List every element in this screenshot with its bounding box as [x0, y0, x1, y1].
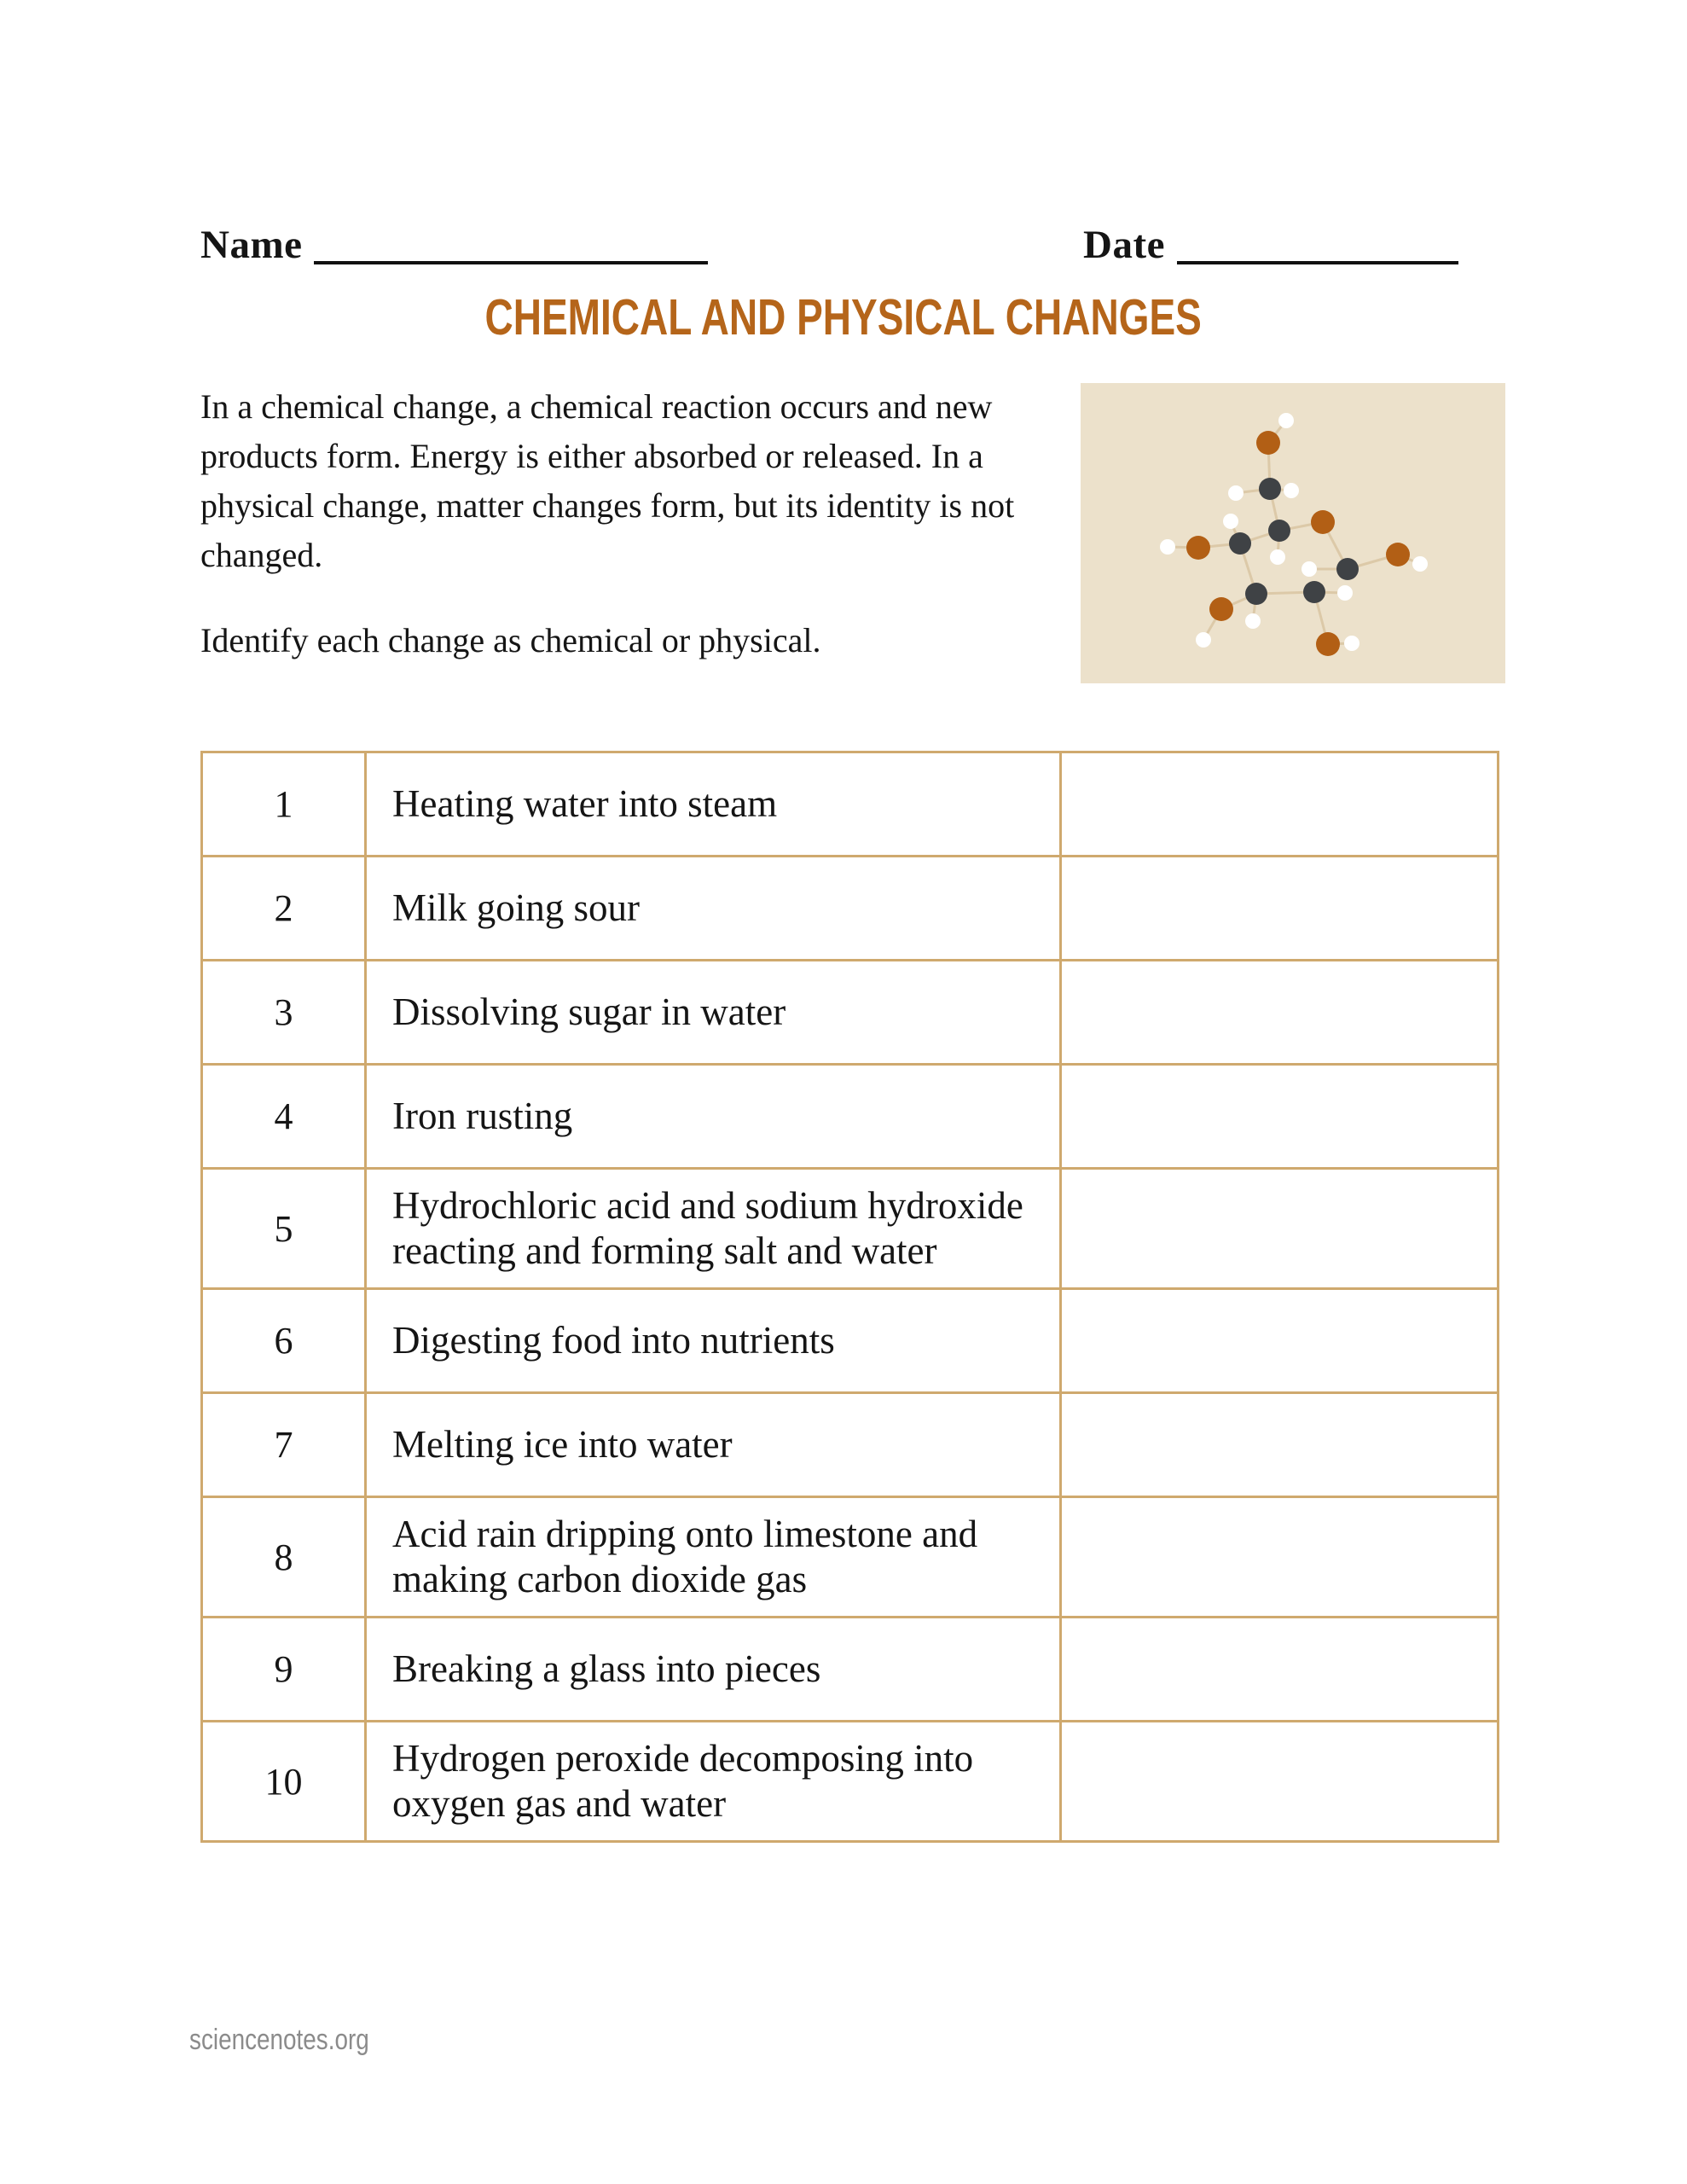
atom-h [1245, 613, 1261, 629]
atom-h [1223, 514, 1238, 529]
atom-o [1186, 536, 1210, 560]
row-number: 4 [202, 1065, 366, 1169]
table-row [202, 1065, 1499, 1169]
date-blank-line [1177, 261, 1458, 264]
row-answer-cell [1061, 1497, 1499, 1618]
changes-table [200, 751, 1499, 1843]
row-answer-cell [1061, 1393, 1499, 1497]
row-answer-cell [1061, 857, 1499, 961]
row-description: Hydrogen peroxide decomposing into oxygen gas and water [366, 1722, 1061, 1842]
header-row [200, 220, 1488, 275]
atom-h [1270, 549, 1285, 565]
changes-table-body [202, 752, 1499, 1842]
row-description: Breaking a glass into pieces [366, 1618, 1061, 1722]
name-blank-line [314, 261, 708, 264]
atom-c [1303, 581, 1325, 603]
row-answer-cell [1061, 1065, 1499, 1169]
row-description: Heating water into steam [366, 752, 1061, 857]
name-label: Name [200, 223, 303, 267]
table-row [202, 1722, 1499, 1842]
atom-h [1284, 483, 1299, 498]
atom-c [1336, 558, 1359, 580]
molecule-svg [1081, 383, 1505, 683]
table-row [202, 1393, 1499, 1497]
row-answer-cell [1061, 961, 1499, 1065]
row-number: 1 [202, 752, 366, 857]
row-description: Melting ice into water [366, 1393, 1061, 1497]
table-row [202, 1497, 1499, 1618]
row-number: 6 [202, 1289, 366, 1393]
atom-o [1209, 597, 1233, 621]
date-field [1083, 220, 1458, 270]
intro-paragraph: In a chemical change, a chemical reaction occurs and new products form. Energy is either absorbed or released. In a physical change, matter changes form, but its identity is not changed. [200, 387, 1015, 574]
molecule-bonds [1168, 421, 1420, 644]
atom-o [1311, 510, 1335, 534]
row-answer-cell [1061, 1289, 1499, 1393]
molecule-atoms [1160, 413, 1428, 656]
atom-h [1412, 556, 1428, 572]
atom-h [1228, 485, 1244, 501]
table-row [202, 961, 1499, 1065]
page-title: CHEMICAL AND PHYSICAL CHANGES [484, 289, 1203, 346]
atom-o [1316, 632, 1340, 656]
molecule-illustration [1081, 383, 1505, 683]
row-number: 5 [202, 1169, 366, 1289]
row-answer-cell [1061, 1722, 1499, 1842]
row-number: 9 [202, 1618, 366, 1722]
atom-c [1268, 520, 1290, 542]
name-field [200, 220, 708, 270]
table-row [202, 1618, 1499, 1722]
row-number: 2 [202, 857, 366, 961]
row-answer-cell [1061, 1169, 1499, 1289]
table-row [202, 857, 1499, 961]
row-number: 10 [202, 1722, 366, 1842]
atom-o [1256, 431, 1280, 455]
footer-site-credit: sciencenotes.org [189, 2024, 369, 2056]
atom-c [1259, 478, 1281, 500]
table-row [202, 1169, 1499, 1289]
table-row [202, 752, 1499, 857]
row-description: Acid rain dripping onto limestone and making carbon dioxide gas [366, 1497, 1061, 1618]
row-description: Hydrochloric acid and sodium hydroxide reacting and forming salt and water [366, 1169, 1061, 1289]
atom-c [1229, 532, 1251, 555]
atom-o [1386, 543, 1410, 566]
row-answer-cell [1061, 752, 1499, 857]
atom-h [1344, 636, 1359, 651]
row-description: Iron rusting [366, 1065, 1061, 1169]
atom-h [1301, 561, 1317, 577]
row-number: 3 [202, 961, 366, 1065]
row-number: 7 [202, 1393, 366, 1497]
row-description: Digesting food into nutrients [366, 1289, 1061, 1393]
table-row [202, 1289, 1499, 1393]
atom-h [1160, 539, 1175, 555]
row-description: Milk going sour [366, 857, 1061, 961]
atom-c [1245, 583, 1267, 605]
instruction-text: Identify each change as chemical or physical. [200, 621, 821, 659]
row-answer-cell [1061, 1618, 1499, 1722]
row-description: Dissolving sugar in water [366, 961, 1061, 1065]
intro-block [200, 382, 1049, 580]
row-number: 8 [202, 1497, 366, 1618]
atom-h [1337, 585, 1353, 601]
title-wrap [0, 288, 1687, 346]
date-label: Date [1083, 223, 1165, 267]
atom-h [1278, 413, 1294, 428]
atom-h [1196, 632, 1211, 648]
